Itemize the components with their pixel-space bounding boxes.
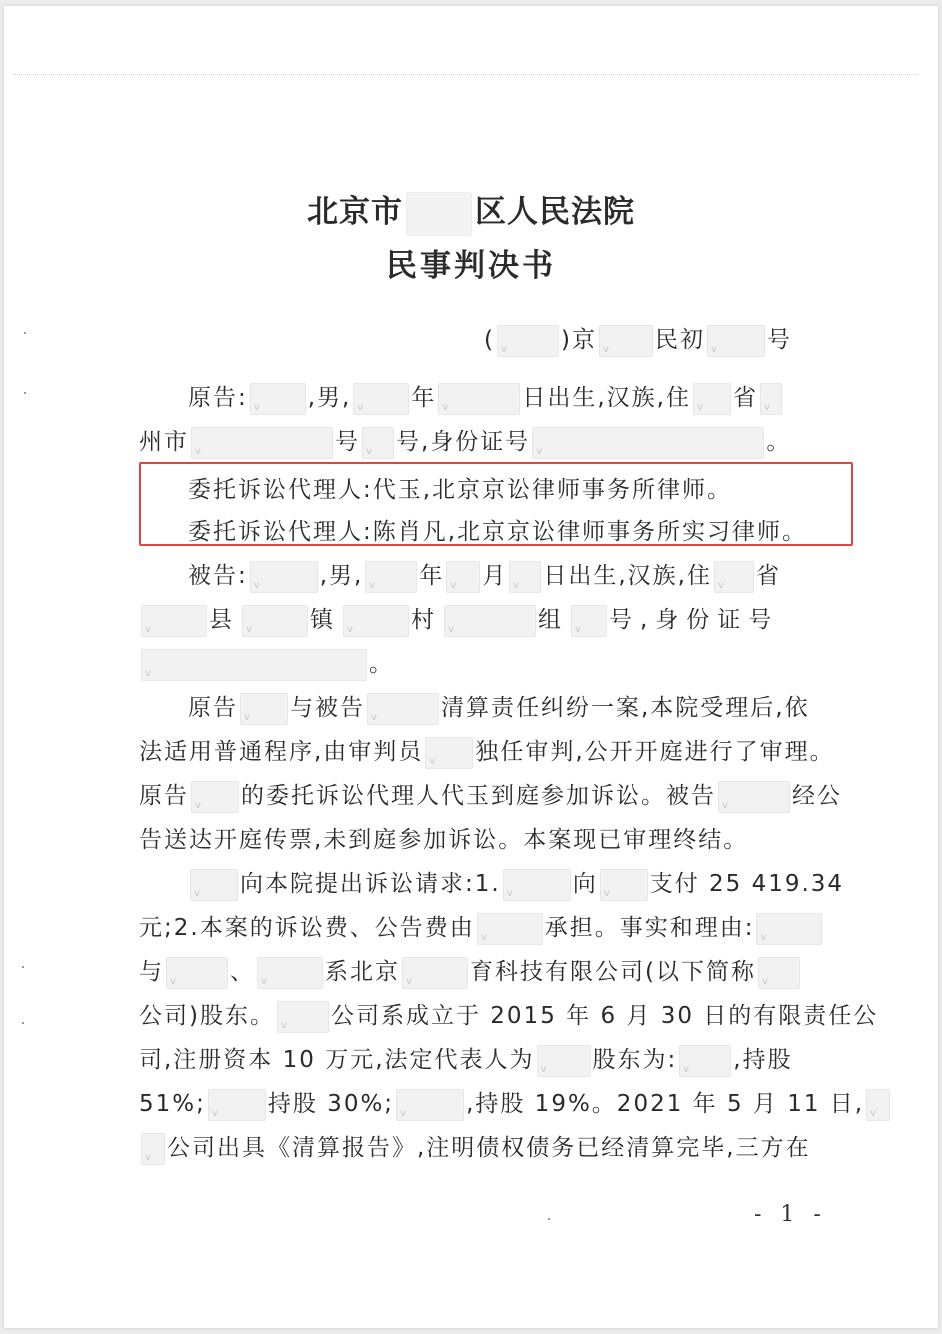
body-line-9: 司,注册资本 10 万元,法定代表人为v 股东为:v ,持股 (139, 1042, 793, 1078)
redacted-short-name (141, 1133, 165, 1165)
body-line-8: 公司)股东。v 公司系成立于 2015 年 6 月 30 日的有限责任公 (139, 998, 878, 1034)
header-divider (14, 74, 918, 75)
redacted-defendant (503, 869, 571, 901)
redacted-year (497, 325, 559, 357)
redacted-company (402, 957, 468, 989)
agent-2: 委托诉讼代理人:陈肖凡,北京京讼律师事务所实习律师。 (188, 519, 808, 545)
redacted-date (438, 383, 520, 415)
body-line-10: 51%;v 持股 30%;v ,持股 19%。2021 年 5 月 11 日,v (139, 1086, 892, 1122)
scan-speck (22, 966, 24, 968)
redacted-short-name (277, 1001, 329, 1033)
redacted-text (760, 383, 782, 415)
scan-speck (22, 1022, 24, 1024)
redacted-name (166, 957, 228, 989)
redacted-number (362, 427, 394, 459)
body-line-1: 原告v 与被告v 清算责任纠纷一案,本院受理后,依 (188, 690, 810, 726)
defendant-line-2: v县v 镇v 村v 组v 号,身份证号 (139, 602, 779, 638)
redacted-text (866, 1089, 890, 1121)
redacted-short-name (758, 957, 800, 989)
redacted-defendant (477, 913, 543, 945)
redacted-year (353, 383, 409, 415)
redacted-month (446, 561, 480, 593)
body-line-2: 法适用普通程序,由审判员v 独任审判,公开开庭进行了审理。 (139, 734, 835, 770)
body-line-3: 原告v 的委托诉讼代理人代玉到庭参加诉讼。被告v 经公 (139, 778, 842, 814)
redacted-name (250, 561, 318, 593)
court-name: 北京市 区人民法院 (4, 186, 938, 236)
scan-speck (24, 392, 26, 394)
case-number: (v )京v 民初v 号 (484, 322, 792, 358)
redacted-court-code (599, 325, 653, 357)
page-number: - 1 - (754, 1202, 827, 1227)
redacted-plaintiff (756, 913, 822, 945)
body-line-11: v公司出具《清算报告》,注明债权债务已经清算完毕,三方在 (139, 1130, 811, 1166)
plaintiff-line-1: 原告:v ,男,v 年v 日出生,汉族,住v 省v (188, 380, 784, 416)
redacted-shareholder (208, 1089, 266, 1121)
redacted-id-number (532, 427, 764, 459)
redacted-case-serial (707, 325, 765, 357)
redacted-name (257, 957, 323, 989)
redacted-plaintiff (191, 781, 239, 813)
body-line-7: 与v 、v 系北京v 育科技有限公司(以下简称v (139, 954, 802, 990)
redacted-plaintiff (240, 693, 288, 725)
redacted-plaintiff (600, 869, 648, 901)
redacted-village (343, 605, 409, 637)
redacted-judge (425, 737, 473, 769)
defendant-line-3: v。 (139, 646, 394, 682)
redacted-shareholder (396, 1089, 464, 1121)
redacted-name (250, 383, 306, 415)
redacted-province (693, 383, 731, 415)
redacted-legal-rep (537, 1045, 591, 1077)
redacted-shareholder (679, 1045, 731, 1077)
redacted-defendant (718, 781, 790, 813)
redacted-day (509, 561, 541, 593)
body-line-5: v向本院提出诉讼请求:1.v 向v 支付 25 419.34 (188, 866, 844, 902)
redacted-county (141, 605, 207, 637)
document-page (4, 6, 938, 1328)
redacted-defendant (367, 693, 439, 725)
redacted-plaintiff (190, 869, 238, 901)
redacted-year (365, 561, 417, 593)
redacted-group (444, 605, 536, 637)
redacted-district (406, 192, 472, 236)
body-line-4: 告送达开庭传票,未到庭参加诉讼。本案现已审理终结。 (139, 827, 749, 853)
redacted-id-number (141, 649, 367, 681)
plaintiff-line-2: 州市v 号v 号,身份证号v 。 (139, 424, 791, 460)
defendant-line-1: 被告:v ,男,v 年v 月v 日出生,汉族,住v 省 (188, 558, 781, 594)
redacted-province (714, 561, 754, 593)
body-line-6: 元;2.本案的诉讼费、公告费由v 承担。事实和理由:v (139, 910, 824, 946)
redacted-number (571, 605, 607, 637)
agent-1: 委托诉讼代理人:代玉,北京京讼律师事务所律师。 (188, 477, 733, 503)
document-type-title: 民事判决书 (386, 248, 556, 284)
redacted-town (242, 605, 308, 637)
redacted-address (191, 427, 333, 459)
scan-speck (24, 332, 26, 334)
scan-speck (548, 1218, 550, 1220)
